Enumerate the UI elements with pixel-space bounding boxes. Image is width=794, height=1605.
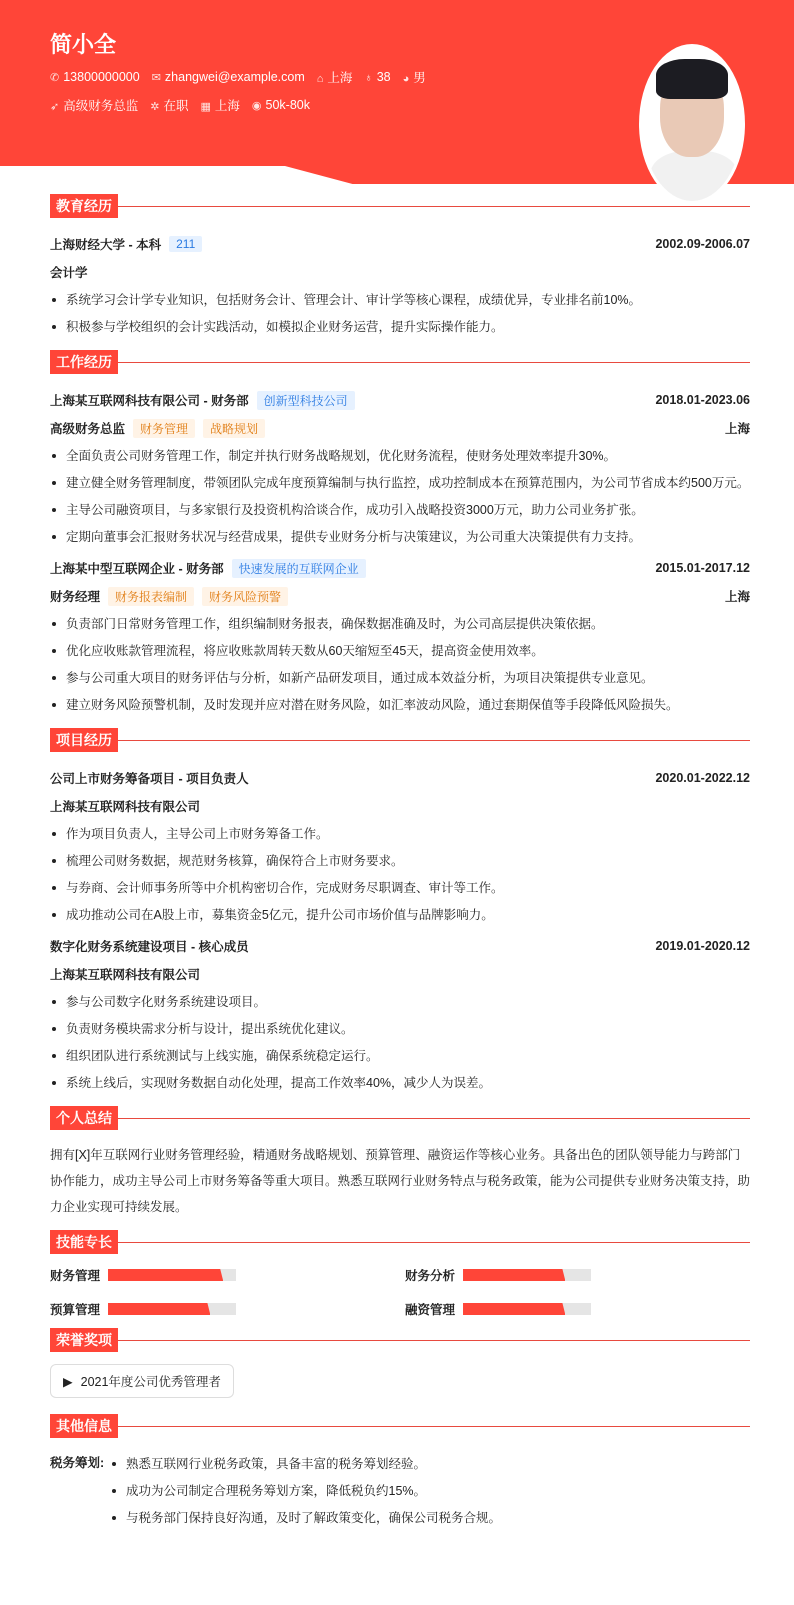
skill-bar [108, 1269, 236, 1281]
skill-name: 预算管理 [50, 1303, 101, 1317]
home-icon: ⌂ [316, 73, 324, 85]
company-tag: 创新型科技公司 [257, 391, 355, 410]
bullet-item: 参与公司重大项目的财务评估与分析，如新产品研发项目，通过成本效益分析，为项目决策提供专业意见。 [50, 664, 750, 691]
phone-icon: ✆ [50, 72, 60, 84]
project-name: 公司上市财务筹备项目 - 项目负责人 [50, 772, 249, 786]
bullet-item: 成功推动公司在A股上市，募集资金5亿元，提升公司市场价值与品牌影响力。 [50, 901, 750, 928]
company: 上海某互联网科技有限公司 - 财务部 [50, 394, 249, 408]
status-icon: ✲ [150, 101, 160, 113]
mail-icon: ✉ [151, 72, 161, 84]
bullet-item: 负责部门日常财务管理工作，组织编制财务报表，确保数据准确及时，为公司高层提供决策依据。 [50, 610, 750, 637]
status: 在职 [163, 99, 189, 113]
gender: 男 [413, 71, 426, 85]
city: 上海 [214, 99, 240, 113]
bullet-item: 定期向董事会汇报财务状况与经营成果，提供专业财务分析与决策建议，为公司重大决策提供有力支持。 [50, 523, 750, 550]
section-title: 其他信息 [50, 1414, 118, 1438]
triangle-right-icon: ▶ [63, 1374, 73, 1389]
role: 财务经理 [50, 590, 101, 604]
skill-item [405, 1300, 750, 1318]
section-title: 工作经历 [50, 350, 118, 374]
job-location: 上海 [724, 422, 750, 436]
skill-item [50, 1300, 405, 1318]
skill-bar [463, 1303, 591, 1315]
role: 高级财务总监 [50, 422, 126, 436]
date: 2018.01-2023.06 [655, 393, 750, 407]
skill-tag: 财务管理 [133, 419, 195, 438]
skill-bar [463, 1269, 591, 1281]
bullet-item: 熟悉互联网行业税务政策，具备丰富的税务筹划经验。 [110, 1450, 750, 1477]
bullet-item: 建立健全财务管理制度，带领团队完成年度预算编制与执行监控，成功控制成本在预算范围内，为公司节省成本约500万元。 [50, 469, 750, 496]
section-title: 技能专长 [50, 1230, 118, 1254]
skill-tag: 财务风险预警 [202, 587, 288, 606]
company: 上海某中型互联网企业 - 财务部 [50, 562, 224, 576]
skill-tag: 财务报表编制 [108, 587, 194, 606]
bullet-item: 建立财务风险预警机制，及时发现并应对潜在财务风险，如汇率波动风险，通过套期保值等手段降低风险损失。 [50, 691, 750, 718]
skill-name: 财务分析 [405, 1269, 456, 1283]
section-other [50, 1414, 750, 1438]
bullet-item: 作为项目负责人，主导公司上市财务筹备工作。 [50, 820, 750, 847]
job-entry [50, 554, 750, 718]
section-projects [50, 728, 750, 752]
skill-bar-fill [108, 1269, 223, 1281]
salary-icon: ◉ [251, 100, 262, 112]
section-summary [50, 1106, 750, 1130]
skill-bar-fill [463, 1303, 565, 1315]
bullet-item: 主导公司融资项目，与多家银行及投资机构洽谈合作，成功引入战略投资3000万元，助力公司业务扩张。 [50, 496, 750, 523]
candidate-name: 简小全 [50, 32, 117, 57]
project-entry [50, 764, 750, 928]
school: 上海财经大学 - 本科 [50, 238, 162, 252]
bullet-item: 与券商、会计师事务所等中介机构密切合作，完成财务尽职调查、审计等工作。 [50, 874, 750, 901]
school-tag: 211 [169, 236, 202, 252]
section-education [50, 194, 750, 218]
skill-item [50, 1266, 405, 1284]
bullet-item: 全面负责公司财务管理工作，制定并执行财务战略规划，优化财务流程，使财务处理效率提升30%。 [50, 442, 750, 469]
skill-item [405, 1266, 750, 1284]
summary-text: 拥有[X]年互联网行业财务管理经验，精通财务战略规划、预算管理、融资运作等核心业务。具备出色的团队领导能力与跨部门协作能力，成功主导公司上市财务筹备等重大项目。熟悉互联网行业财务特点与税务政策，能为公司提供专业财务决策支持，助力企业实现可持续发展。 [50, 1148, 751, 1214]
bullet-item: 与税务部门保持良好沟通，及时了解政策变化，确保公司税务合规。 [110, 1504, 750, 1531]
date: 2015.01-2017.12 [655, 561, 750, 575]
bullet-item: 系统学习会计学专业知识，包括财务会计、管理会计、审计学等核心课程，成绩优异，专业排名前10%。 [50, 286, 750, 313]
salary: 50k-80k [265, 98, 310, 112]
position: 高级财务总监 [63, 99, 139, 113]
project-company: 上海某互联网科技有限公司 [50, 968, 201, 982]
other-label: 税务筹划: [50, 1456, 105, 1470]
cake-icon: ♁ [364, 72, 373, 84]
award-name: 2021年度公司优秀管理者 [80, 1375, 221, 1389]
company-tag: 快速发展的互联网企业 [232, 559, 366, 578]
skill-bar-fill [463, 1269, 565, 1281]
section-work [50, 350, 750, 374]
phone: 13800000000 [63, 70, 140, 84]
section-title: 教育经历 [50, 194, 118, 218]
building-icon: ▦ [200, 101, 211, 113]
bullet-item: 积极参与学校组织的会计实践活动，如模拟企业财务运营，提升实际操作能力。 [50, 313, 750, 340]
send-icon: ➶ [50, 101, 60, 113]
bullet-item: 负责财务模块需求分析与设计，提出系统优化建议。 [50, 1015, 750, 1042]
section-title: 项目经历 [50, 728, 118, 752]
bullet-item: 优化应收账款管理流程，将应收账款周转天数从60天缩短至45天，提高资金使用效率。 [50, 637, 750, 664]
age: 38 [376, 70, 391, 84]
bullet-item: 成功为公司制定合理税务筹划方案，降低税负约15%。 [110, 1477, 750, 1504]
skill-name: 融资管理 [405, 1303, 456, 1317]
section-skills [50, 1230, 750, 1254]
skill-name: 财务管理 [50, 1269, 101, 1283]
section-honors [50, 1328, 750, 1352]
job-location: 上海 [724, 590, 750, 604]
location: 上海 [327, 71, 353, 85]
bullet-item: 梳理公司财务数据，规范财务核算，确保符合上市财务要求。 [50, 847, 750, 874]
bullet-item: 组织团队进行系统测试与上线实施，确保系统稳定运行。 [50, 1042, 750, 1069]
date: 2019.01-2020.12 [655, 939, 750, 953]
bullet-item: 参与公司数字化财务系统建设项目。 [50, 988, 750, 1015]
skill-bar-fill [108, 1303, 210, 1315]
project-company: 上海某互联网科技有限公司 [50, 800, 201, 814]
skill-bar [108, 1303, 236, 1315]
project-entry [50, 932, 750, 1096]
section-title: 荣誉奖项 [50, 1328, 118, 1352]
skill-tag: 战略规划 [203, 419, 265, 438]
email: zhangwei@example.com [164, 70, 305, 84]
gender-icon: ◕ [402, 73, 410, 85]
major: 会计学 [50, 266, 88, 280]
project-name: 数字化财务系统建设项目 - 核心成员 [50, 940, 249, 954]
bullet-item: 系统上线后，实现财务数据自动化处理，提高工作效率40%，减少人为误差。 [50, 1069, 750, 1096]
job-entry [50, 386, 750, 550]
section-title: 个人总结 [50, 1106, 118, 1130]
award-item[interactable] [50, 1364, 234, 1398]
date: 2020.01-2022.12 [655, 771, 750, 785]
date: 2002.09-2006.07 [655, 237, 750, 251]
